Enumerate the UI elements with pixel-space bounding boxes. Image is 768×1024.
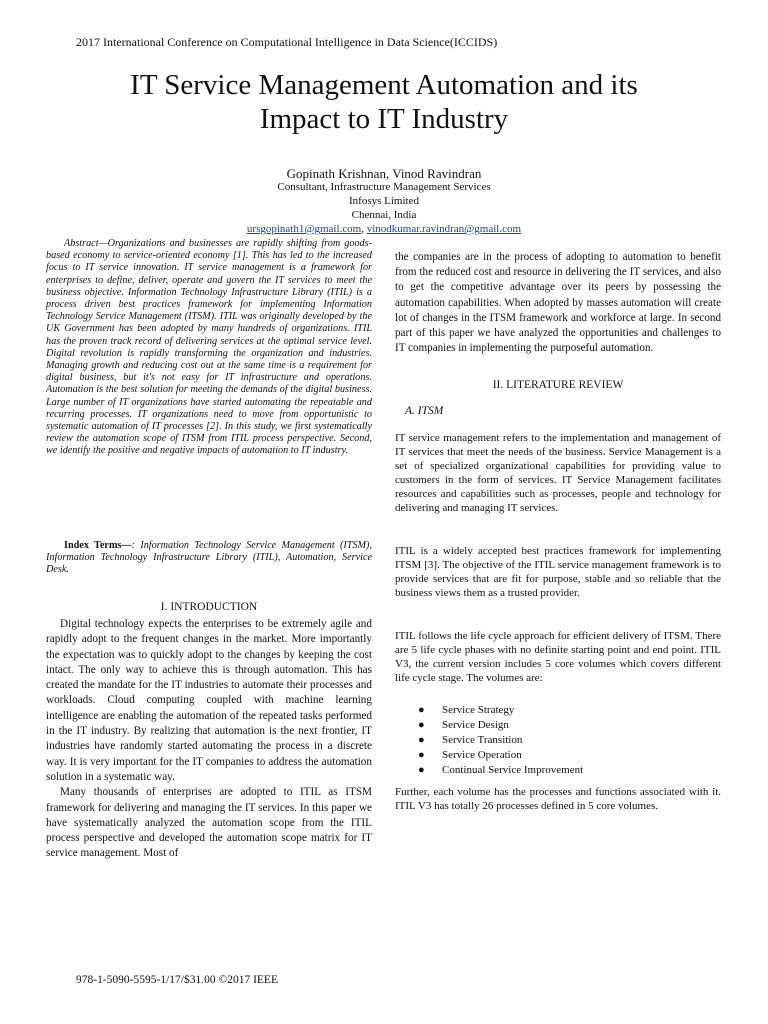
conference-header: 2017 International Conference on Computational Intelligence in Data Science(ICCIDS) — [76, 35, 498, 49]
bullet-icon: ● — [418, 764, 425, 776]
email-separator: , — [361, 223, 367, 235]
index-terms-label: Index Terms— — [64, 540, 132, 551]
list-item: ● Service Transition — [418, 734, 523, 746]
intro-paragraph-1: Digital technology expects the enterprises to be extremely agile and rapidly adopt to the frequent changes in the market. More importantly the expectation was to quickly adopt to the changes by keeping the cost intact. The only way to achieve this is through automation. This has created the mandate for the IT industries to automate their processes and workloads. Cloud computing coupled with machine learning intelligence are enabling the automation of the repeated tasks performed in the IT industry. By realizing that automation is the next frontier, IT industries have randomly started automating the process in a discrete way. It is very important for the IT companies to address the automation solution in a systematic way. — [46, 618, 372, 783]
itsm-paragraph-3: ITIL follows the life cycle approach for efficient delivery of ITSM. There are 5 life cycle phases with no definite starting point and end point. ITIL V3, the current version includes 5 core volumes which covers different life cycle stage. The volumes are: — [395, 630, 721, 685]
affiliation — [0, 180, 768, 222]
abstract-text: Abstract—Organizations and businesses are rapidly shifting from goods-based economy to service-oriented economy [1]. This has led to the increased focus to IT service innovation. IT service management is a framework for enterprises to define, deliver, operate and govern the IT services to meet the business objective. Information Technology Infrastructure Library (ITIL) is a process driven best practices framework for implementing Information Technology Service Management (ITSM). ITIL was originally developed by the UK Government has been adopted by many hundreds of organizations. ITIL has the proven track record of delivering services at the optimal service level. Digital revolution is rapidly transforming the organization and industries. Managing growth and reducing cost out at the same time is a requirement for digital business, but it's not easy for IT infrastructure and operations. Automation is the best solution for meeting the demands of the digital business. Large number of IT organizations have started automating the repeatable and recurring processes. IT organizations need to move from opportunistic to systematic automation of IT processes [2]. In this study, we first systematically review the automation scope of ITSM from ITIL process perspective. Second, we identify the positive and negative impacts of automation to IT industry. — [46, 238, 372, 457]
subsection-heading-itsm: A. ITSM — [405, 405, 444, 417]
itsm-paragraph-4: Further, each volume has the processes and functions associated with it. ITIL V3 has totally 26 processes defined in 5 core volumes. — [395, 786, 721, 813]
intro-paragraph-2-continued: the companies are in the process of adopting to automation to benefit from the reduced cost and resource in delivering the IT services, and also to get the competitive advantage over its peers by possessing the automation capabilities. When adopted by masses automation will create lot of changes in the ITSM framework and workforce at large. In second part of this paper we have analyzed the opportunities and challenges to IT companies in implementing the purposeful automation. — [395, 251, 721, 355]
list-item: ● Service Design — [418, 719, 509, 731]
title-line-1: IT Service Management Automation and its — [130, 69, 638, 101]
affiliation-line-2: Infosys Limited — [349, 195, 419, 207]
affiliation-line-1: Consultant, Infrastructure Management Services — [277, 181, 491, 193]
list-item: ● Continual Service Improvement — [418, 764, 584, 776]
bullet-icon: ● — [418, 734, 425, 746]
index-terms — [46, 540, 372, 577]
bullet-icon: ● — [418, 749, 425, 761]
abstract — [46, 238, 372, 458]
bullet-icon: ● — [418, 704, 425, 716]
email-link-2[interactable]: vinodkumar.ravindran@gmail.com — [366, 223, 522, 235]
section-heading-literature-review: II. LITERATURE REVIEW — [492, 379, 624, 391]
copyright-footer: 978-1-5090-5595-1/17/$31.00 ©2017 IEEE — [76, 974, 278, 986]
paper-title — [40, 68, 728, 136]
authors: Gopinath Krishnan, Vinod Ravindran — [286, 166, 482, 181]
section-heading-introduction: I. INTRODUCTION — [160, 601, 258, 613]
itsm-paragraph-1: IT service management refers to the implementation and management of IT services that meet the needs of the business. Service Management is a set of specialized organizational capabilities for providing value to customers in the form of services. IT Service Management facilitates resources and capabilities such as processes, people and technology for delivering and managing IT services. — [395, 432, 721, 515]
list-item: ● Service Strategy — [418, 704, 515, 716]
title-line-2: Impact to IT Industry — [259, 103, 509, 135]
list-item: ● Service Operation — [418, 749, 522, 761]
introduction-body — [46, 617, 372, 862]
introduction-continued — [395, 250, 721, 356]
bullet-icon: ● — [418, 719, 425, 731]
emails — [0, 223, 768, 235]
index-terms-text: : Information Technology Service Management (ITSM), Information Technology Infrastructure Library (ITIL), Automation, Service Desk. — [46, 540, 372, 576]
affiliation-line-3: Chennai, India — [351, 209, 417, 221]
email-link-1[interactable]: ursgopinath1@gmail.com — [246, 223, 362, 235]
itsm-paragraph-2: ITIL is a widely accepted best practices framework for implementing ITSM [3]. The objective of the ITIL service management framework is to provide services that are fit for purpose, stable and so reliable that the business views them as a trusted provider. — [395, 545, 721, 600]
volumes-list — [418, 703, 718, 778]
intro-paragraph-2: Many thousands of enterprises are adopted to ITIL as ITSM framework for delivering and managing the IT services. In this paper we have systematically analyzed the automation scope from the ITIL process perspective and developed the automation scope matrix for IT service management. Most of — [46, 786, 372, 860]
